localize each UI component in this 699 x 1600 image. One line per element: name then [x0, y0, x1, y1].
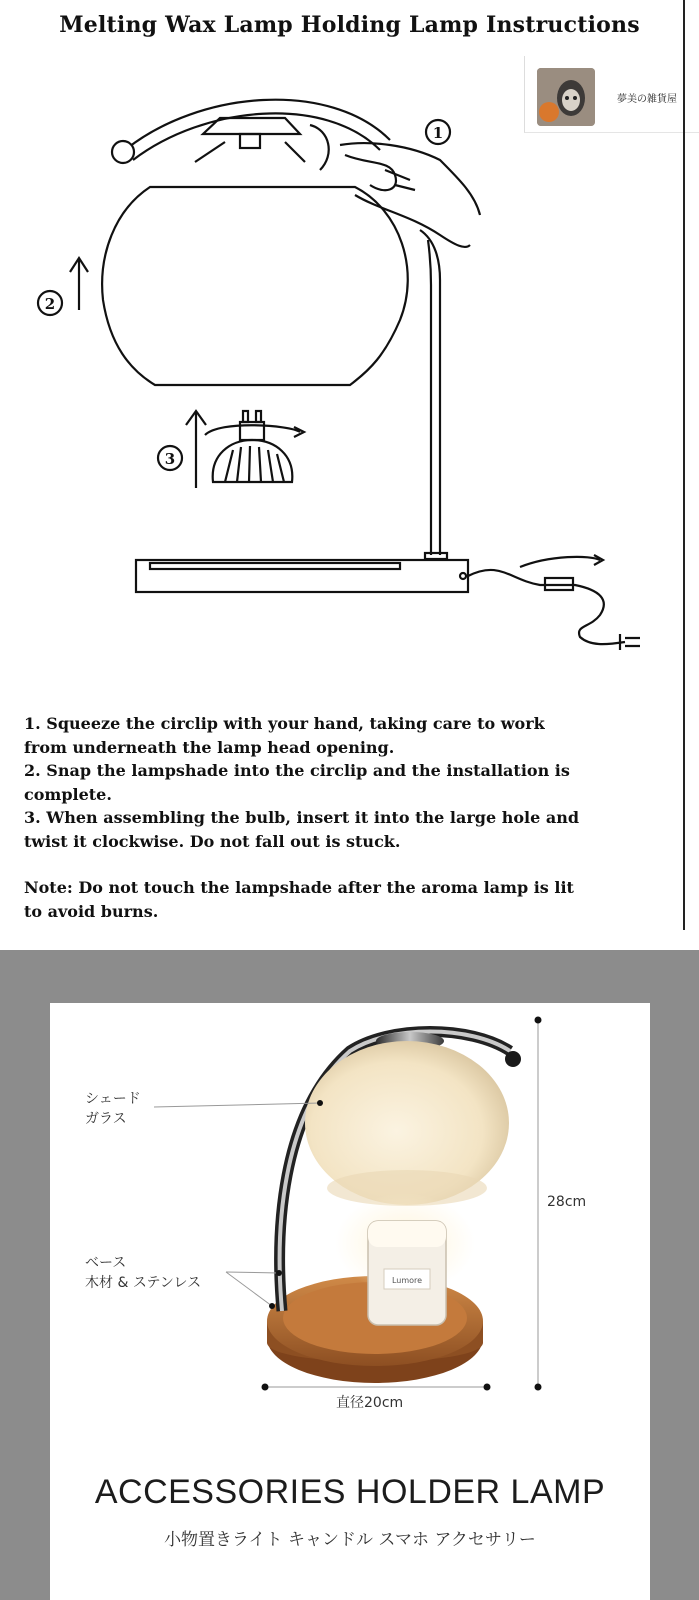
candle-brand: Lumore [391, 1276, 423, 1285]
instructions-text [24, 712, 674, 923]
marker-1: 1 [432, 124, 444, 142]
note-block [24, 876, 674, 923]
page-edge-line [683, 0, 685, 930]
note-line-1: Note: Do not touch the lampshade after the aroma lamp is lit [24, 878, 574, 897]
base-label: ベース 木材 & ステンレス [85, 1255, 202, 1291]
step-2b: complete. [24, 784, 112, 804]
height-dimension: 28cm [547, 1194, 587, 1210]
instructions-title: Melting Wax Lamp Holding Lamp Instructions [59, 12, 640, 38]
lampshade-outline [102, 187, 408, 385]
step-1a: 1. Squeeze the circlip with your hand, taking care to work [24, 714, 545, 733]
step-1b: from underneath the lamp head opening. [24, 737, 395, 757]
product-panel [50, 1003, 650, 1600]
step-3b: twist it clockwise. Do not fall out is stuck. [24, 831, 401, 851]
product-subtitle: 小物置きライト キャンドル スマホ アクセサリー [164, 1530, 536, 1550]
lamp-assembly-diagram [0, 80, 699, 680]
step-2a: 2. Snap the lampshade into the circlip and the installation is [24, 761, 570, 780]
shade-label: シェード ガラス [85, 1091, 141, 1127]
diameter-dimension: 直径20cm [336, 1395, 404, 1411]
step-3a: 3. When assembling the bulb, insert it into the large hole and [24, 808, 580, 827]
bulb-outline [213, 440, 293, 482]
marker-3: 3 [164, 450, 176, 468]
note-line-2: to avoid burns. [24, 901, 159, 921]
marker-2: 2 [44, 295, 56, 313]
product-title: ACCESSORIES HOLDER LAMP [94, 1473, 606, 1511]
lamp-arm-outline [125, 100, 390, 150]
shop-name[interactable]: 夢美の雑貨屋 [617, 94, 677, 105]
